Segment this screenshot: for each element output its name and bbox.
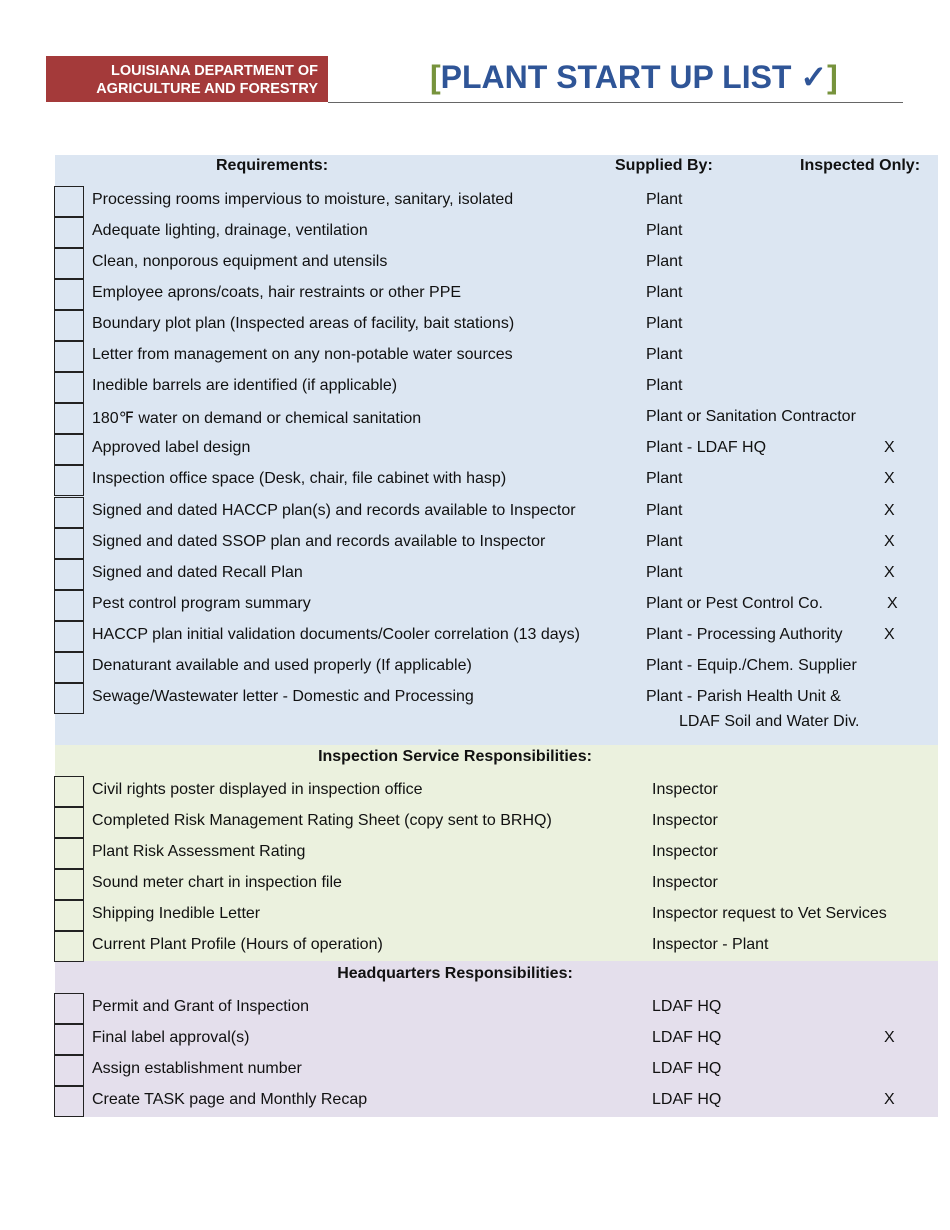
checkbox[interactable]	[54, 838, 84, 869]
checklist-row	[0, 217, 938, 248]
checklist-row	[0, 869, 938, 900]
checklist-row	[0, 1024, 938, 1055]
checklist-row	[0, 497, 938, 528]
supplied-by-text: Inspector	[652, 874, 718, 892]
checkbox[interactable]	[54, 621, 84, 652]
checklist-row	[0, 683, 938, 714]
supplied-by-text: Plant	[646, 191, 683, 208]
requirement-text: Permit and Grant of Inspection	[92, 998, 309, 1015]
checklist-row	[0, 341, 938, 372]
supplied-by-text: Plant	[646, 253, 683, 271]
supplied-by-text: Plant	[646, 563, 683, 581]
inspected-only-mark: X	[884, 1029, 895, 1047]
supplied-by-text: LDAF HQ	[652, 998, 722, 1015]
requirement-text: Denaturant available and used properly (If applicable)	[92, 656, 472, 674]
supplied-by-column-header: Supplied By:	[615, 157, 713, 174]
supplied-by-text: Plant - Processing Authority	[646, 625, 843, 643]
supplied-by-text: Plant	[646, 315, 683, 333]
inspected-only-mark: X	[884, 1091, 895, 1109]
checklist-row	[0, 559, 938, 590]
checklist-row	[0, 186, 938, 217]
checkbox[interactable]	[54, 1024, 84, 1055]
checklist-row	[0, 434, 938, 465]
supplied-by-text: Plant or Pest Control Co.	[646, 594, 823, 612]
title-bracket-open: [	[430, 59, 441, 95]
checkbox[interactable]	[54, 559, 84, 590]
supplied-by-text: Plant - Parish Health Unit &	[646, 687, 841, 705]
headquarters-section-title: Headquarters Responsibilities:	[337, 965, 573, 982]
requirement-text: Inspection office space (Desk, chair, file cabinet with hasp)	[92, 470, 507, 488]
checkbox[interactable]	[54, 403, 84, 434]
inspected-only-mark: X	[884, 625, 895, 643]
checklist-row	[0, 528, 938, 559]
inspected-only-mark: X	[884, 532, 895, 550]
checklist-row	[0, 931, 938, 962]
supplied-by-text: Plant	[646, 222, 683, 240]
checklist-row	[0, 403, 938, 434]
checklist-row	[0, 838, 938, 869]
requirement-text: Signed and dated Recall Plan	[92, 563, 303, 581]
checkbox[interactable]	[54, 528, 84, 559]
requirement-text: Plant Risk Assessment Rating	[92, 843, 306, 861]
inspected-only-mark: X	[884, 439, 895, 457]
checklist-row	[0, 993, 938, 1024]
requirement-text: Completed Risk Management Rating Sheet (copy sent to BRHQ)	[92, 812, 552, 830]
supplied-by-text: Plant	[646, 532, 683, 550]
checkbox[interactable]	[54, 776, 84, 807]
checkbox[interactable]	[54, 1055, 84, 1086]
checklist-row	[0, 372, 938, 403]
checkbox[interactable]	[54, 869, 84, 900]
supplied-by-text: Inspector	[652, 843, 718, 861]
inspection-section-title: Inspection Service Responsibilities:	[318, 748, 592, 765]
checkbox[interactable]	[54, 590, 84, 621]
inspected-only-mark: X	[884, 470, 895, 488]
requirement-text: Boundary plot plan (Inspected areas of facility, bait stations)	[92, 315, 515, 333]
requirement-text: Sound meter chart in inspection file	[92, 874, 342, 892]
checkbox[interactable]	[54, 683, 84, 714]
requirement-text: Employee aprons/coats, hair restraints or other PPE	[92, 284, 462, 302]
inspected-only-mark: X	[884, 563, 895, 581]
checkbox[interactable]	[54, 465, 84, 496]
checklist-row	[0, 621, 938, 652]
supplied-by-text: Inspector	[652, 781, 718, 798]
inspected-only-column-header: Inspected Only:	[800, 157, 921, 174]
requirement-text: Sewage/Wastewater letter - Domestic and Processing	[92, 687, 474, 705]
supplied-by-text: LDAF HQ	[652, 1091, 722, 1109]
title-bracket-close: ]	[827, 59, 838, 95]
checklist-row	[0, 652, 938, 683]
checkbox[interactable]	[54, 1086, 84, 1117]
supplied-by-text: LDAF HQ	[652, 1029, 722, 1047]
title-underline	[328, 102, 903, 103]
checklist-row	[0, 248, 938, 279]
supplied-by-text: Inspector - Plant	[652, 936, 769, 954]
supplied-by-text: Plant - LDAF HQ	[646, 439, 767, 457]
inspected-only-mark: X	[884, 501, 895, 519]
checkbox[interactable]	[54, 372, 84, 403]
checkbox[interactable]	[54, 310, 84, 341]
requirement-text: Create TASK page and Monthly Recap	[92, 1091, 368, 1109]
requirement-text: Signed and dated SSOP plan and records available to Inspector	[92, 532, 546, 550]
checklist-row	[0, 279, 938, 310]
page-title	[430, 58, 838, 96]
requirement-text: 180℉ water on demand or chemical sanitation	[92, 410, 422, 428]
checkbox[interactable]	[54, 931, 84, 962]
requirement-text: Letter from management on any non-potable water sources	[92, 346, 513, 364]
checklist-row	[0, 807, 938, 838]
checkbox[interactable]	[54, 186, 84, 217]
requirement-text: Clean, nonporous equipment and utensils	[92, 253, 388, 271]
requirement-text: Processing rooms impervious to moisture, sanitary, isolated	[92, 191, 514, 208]
supplied-by-text: Plant	[646, 284, 683, 302]
checkbox[interactable]	[54, 807, 84, 838]
checklist-row	[0, 590, 938, 621]
inspected-only-mark: X	[887, 594, 898, 612]
supplied-by-continuation: LDAF Soil and Water Div.	[679, 713, 860, 730]
checklist-row	[0, 310, 938, 341]
checkbox[interactable]	[54, 217, 84, 248]
checkbox[interactable]	[54, 279, 84, 310]
requirement-text: Assign establishment number	[92, 1060, 302, 1078]
requirement-text: Signed and dated HACCP plan(s) and records available to Inspector	[92, 501, 576, 519]
supplied-by-text: Plant	[646, 346, 683, 364]
department-logo-badge	[46, 56, 328, 102]
checkbox[interactable]	[54, 497, 84, 528]
checklist-row	[0, 900, 938, 931]
requirement-text: Shipping Inedible Letter	[92, 905, 261, 923]
requirement-text: Current Plant Profile (Hours of operation)	[92, 936, 383, 954]
supplied-by-text: Plant or Sanitation Contractor	[646, 408, 856, 426]
checkbox[interactable]	[54, 434, 84, 465]
requirement-text: Approved label design	[92, 439, 251, 457]
requirement-text: Civil rights poster displayed in inspection office	[92, 781, 423, 798]
supplied-by-text: Inspector request to Vet Services	[652, 905, 887, 923]
requirement-text: Adequate lighting, drainage, ventilation	[92, 222, 368, 240]
checklist-row	[0, 1055, 938, 1086]
checklist-row	[0, 1086, 938, 1117]
supplied-by-text: LDAF HQ	[652, 1060, 722, 1078]
checklist-row	[0, 465, 938, 496]
checkbox[interactable]	[54, 652, 84, 683]
checkbox[interactable]	[54, 993, 84, 1024]
checkbox[interactable]	[54, 341, 84, 372]
checkbox[interactable]	[54, 248, 84, 279]
supplied-by-text: Plant - Equip./Chem. Supplier	[646, 656, 857, 674]
supplied-by-text: Plant	[646, 377, 683, 395]
department-name-line2: AGRICULTURE AND FORESTRY	[96, 81, 318, 97]
requirement-text: Final label approval(s)	[92, 1029, 250, 1047]
requirements-column-header: Requirements:	[216, 157, 329, 174]
checklist-row	[0, 776, 938, 807]
supplied-by-text: Inspector	[652, 812, 718, 830]
requirement-text: Inedible barrels are identified (if applicable)	[92, 377, 398, 395]
checkbox[interactable]	[54, 900, 84, 931]
requirement-text: Pest control program summary	[92, 594, 311, 612]
requirement-text: HACCP plan initial validation documents/Cooler correlation (13 days)	[92, 625, 580, 643]
supplied-by-text: Plant	[646, 470, 683, 488]
supplied-by-text: Plant	[646, 501, 683, 519]
title-text: PLANT START UP LIST ✓	[440, 59, 828, 95]
department-name-line1: LOUISIANA DEPARTMENT OF	[110, 63, 318, 79]
